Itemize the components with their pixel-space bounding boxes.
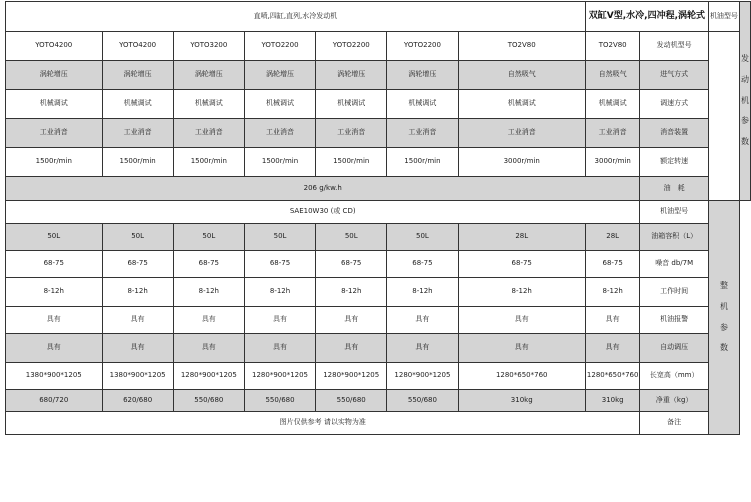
row-label-dimensions: 长宽高（mm） [640, 363, 708, 390]
cell-weight: 680/720 [6, 390, 103, 412]
cell-tank: 50L [244, 224, 315, 251]
cell-avr: 具有 [6, 334, 103, 363]
row-label-avr: 自动调压 [640, 334, 708, 363]
model-span-text: 直喷,四缸,直列,水冷发动机 [6, 2, 586, 32]
cell-rated-speed: 1500r/min [6, 148, 103, 177]
row-label-rated-speed: 额定转速 [640, 148, 708, 177]
cell-work-time: 8-12h [102, 278, 173, 307]
cell-speed-control: 机械调试 [316, 90, 387, 119]
cell-dimensions: 1280*900*1205 [244, 363, 315, 390]
cell-engine-model: YOTO2200 [316, 32, 387, 61]
cell-speed-control: 机械调试 [6, 90, 103, 119]
cell-oil-alarm: 具有 [585, 307, 640, 334]
cell-intake: 自然吸气 [458, 61, 585, 90]
model-brand: 双缸V型,水冷,四冲程,涡轮式 [585, 2, 708, 32]
cell-noise: 68-75 [387, 251, 458, 278]
cell-noise: 68-75 [316, 251, 387, 278]
cell-work-time: 8-12h [173, 278, 244, 307]
cell-oil-alarm: 具有 [458, 307, 585, 334]
cell-work-time: 8-12h [585, 278, 640, 307]
cell-rated-speed: 1500r/min [173, 148, 244, 177]
cell-dimensions: 1280*650*760 [458, 363, 585, 390]
cell-tank: 50L [316, 224, 387, 251]
row-label-noise: 噪音 db/7M [640, 251, 708, 278]
cell-engine-model: YOTO4200 [102, 32, 173, 61]
cell-muffler: 工业消音 [6, 119, 103, 148]
spec-table [5, 1, 751, 435]
cell-noise: 68-75 [458, 251, 585, 278]
row-label-tank: 油箱容积（L） [640, 224, 708, 251]
cell-noise: 68-75 [173, 251, 244, 278]
cell-dimensions: 1280*650*760 [585, 363, 640, 390]
cell-work-time: 8-12h [387, 278, 458, 307]
row-label-weight: 净重（kg） [640, 390, 708, 412]
cell-dimensions: 1380*900*1205 [6, 363, 103, 390]
cell-noise: 68-75 [102, 251, 173, 278]
row-label-remark: 备注 [640, 412, 708, 435]
row-label-engine-model: 发动机型号 [640, 32, 708, 61]
cell-intake: 涡轮增压 [387, 61, 458, 90]
row-label-work-time: 工作时间 [640, 278, 708, 307]
cell-rated-speed: 1500r/min [387, 148, 458, 177]
cell-speed-control: 机械调试 [173, 90, 244, 119]
cell-dimensions: 1280*900*1205 [316, 363, 387, 390]
cell-rated-speed: 1500r/min [316, 148, 387, 177]
fuel-span-text: 206 g/kw.h [6, 177, 640, 201]
cell-dimensions: 1280*900*1205 [173, 363, 244, 390]
cell-weight: 310kg [585, 390, 640, 412]
cell-engine-model: YOTO4200 [6, 32, 103, 61]
cell-muffler: 工业消音 [387, 119, 458, 148]
cell-muffler: 工业消音 [458, 119, 585, 148]
cell-intake: 涡轮增压 [244, 61, 315, 90]
cell-weight: 550/680 [316, 390, 387, 412]
cell-oil-alarm: 具有 [316, 307, 387, 334]
cell-oil-alarm: 具有 [6, 307, 103, 334]
cell-oil-alarm: 具有 [173, 307, 244, 334]
cell-engine-model: YOTO3200 [173, 32, 244, 61]
cell-rated-speed: 1500r/min [244, 148, 315, 177]
cell-muffler: 工业消音 [316, 119, 387, 148]
cell-rated-speed: 1500r/min [102, 148, 173, 177]
cell-weight: 550/680 [244, 390, 315, 412]
cell-avr: 具有 [387, 334, 458, 363]
cell-muffler: 工业消音 [102, 119, 173, 148]
cell-muffler: 工业消音 [244, 119, 315, 148]
cell-intake: 自然吸气 [585, 61, 640, 90]
cell-tank: 50L [387, 224, 458, 251]
cell-engine-model: TO2V80 [458, 32, 585, 61]
cell-oil-alarm: 具有 [244, 307, 315, 334]
cell-speed-control: 机械调试 [387, 90, 458, 119]
row-label-fuel: 油 耗 [640, 177, 708, 201]
cell-muffler: 工业消音 [173, 119, 244, 148]
cell-engine-model: YOTO2200 [244, 32, 315, 61]
cell-avr: 具有 [316, 334, 387, 363]
cell-dimensions: 1380*900*1205 [102, 363, 173, 390]
cell-tank: 50L [173, 224, 244, 251]
cell-weight: 310kg [458, 390, 585, 412]
cell-noise: 68-75 [6, 251, 103, 278]
cell-speed-control: 机械调试 [585, 90, 640, 119]
cell-engine-model: YOTO2200 [387, 32, 458, 61]
group-label-unit: 整 机 参 数 [708, 201, 739, 435]
cell-noise: 68-75 [244, 251, 315, 278]
cell-muffler: 工业消音 [585, 119, 640, 148]
cell-speed-control: 机械调试 [458, 90, 585, 119]
cell-tank: 28L [458, 224, 585, 251]
cell-tank: 50L [102, 224, 173, 251]
row-label-speed-control: 调速方式 [640, 90, 708, 119]
cell-avr: 具有 [102, 334, 173, 363]
cell-work-time: 8-12h [316, 278, 387, 307]
cell-oil-alarm: 具有 [102, 307, 173, 334]
cell-avr: 具有 [244, 334, 315, 363]
cell-avr: 具有 [585, 334, 640, 363]
cell-intake: 涡轮增压 [102, 61, 173, 90]
cell-rated-speed: 3000r/min [458, 148, 585, 177]
cell-intake: 涡轮增压 [316, 61, 387, 90]
cell-engine-model: TO2V80 [585, 32, 640, 61]
cell-weight: 550/680 [387, 390, 458, 412]
cell-avr: 具有 [458, 334, 585, 363]
cell-intake: 涡轮增压 [6, 61, 103, 90]
row-label-muffler: 消音装置 [640, 119, 708, 148]
cell-speed-control: 机械调试 [102, 90, 173, 119]
group-label-engine: 发 动 机 参 数 [740, 2, 751, 201]
cell-noise: 68-75 [585, 251, 640, 278]
cell-rated-speed: 3000r/min [585, 148, 640, 177]
cell-dimensions: 1280*900*1205 [387, 363, 458, 390]
cell-weight: 550/680 [173, 390, 244, 412]
row-label-oil-model: 机油型号 [640, 201, 708, 224]
cell-oil-alarm: 具有 [387, 307, 458, 334]
cell-speed-control: 机械调试 [244, 90, 315, 119]
cell-intake: 涡轮增压 [173, 61, 244, 90]
row-label-intake: 进气方式 [640, 61, 708, 90]
row-label-oil-alarm: 机油报警 [640, 307, 708, 334]
row-label-model: 机油型号 [708, 2, 739, 32]
cell-work-time: 8-12h [244, 278, 315, 307]
oil-model-span-text: SAE10W30 (或 CD) [6, 201, 640, 224]
cell-work-time: 8-12h [458, 278, 585, 307]
cell-tank: 28L [585, 224, 640, 251]
cell-weight: 620/680 [102, 390, 173, 412]
cell-work-time: 8-12h [6, 278, 103, 307]
cell-avr: 具有 [173, 334, 244, 363]
cell-tank: 50L [6, 224, 103, 251]
remark-span-text: 图片仅供参考 请以实物为准 [6, 412, 640, 435]
